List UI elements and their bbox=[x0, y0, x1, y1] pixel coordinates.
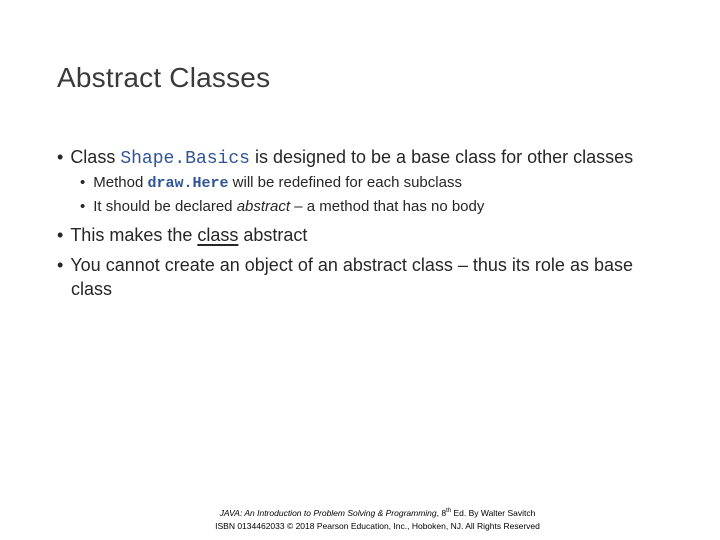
bullet-text-suffix: abstract bbox=[238, 225, 308, 245]
subbullet-text-suffix: will be redefined for each subclass bbox=[228, 174, 462, 191]
book-title: JAVA: An Introduction to Problem Solving & Programming bbox=[219, 507, 437, 518]
bullet-dot: • bbox=[57, 225, 64, 245]
code-shape-basics: Shape.Basics bbox=[120, 149, 250, 169]
subbullet-draw-here bbox=[80, 174, 462, 192]
bullet-dot: • bbox=[57, 255, 64, 275]
bullet-class-abstract bbox=[57, 225, 307, 246]
slide-title: Abstract Classes bbox=[57, 62, 271, 93]
bullet-dot: • bbox=[80, 198, 86, 215]
underlined-class: class bbox=[197, 225, 239, 245]
bullet-shape-basics bbox=[57, 147, 633, 169]
code-draw-here: draw.Here bbox=[147, 175, 229, 192]
footer-line-1 bbox=[0, 505, 720, 520]
footer-line-2: ISBN 0134462033 © 2018 Pearson Education, Inc., Hoboken, NJ. All Rights Reserved bbox=[215, 520, 540, 531]
edition-prefix: , 8 bbox=[436, 507, 447, 518]
subbullet-text-prefix: Method bbox=[93, 174, 148, 191]
bullet-continuation: class bbox=[71, 279, 113, 299]
italic-abstract: abstract bbox=[236, 198, 291, 215]
subbullet-text-prefix: It should be declared bbox=[93, 198, 237, 215]
footer-citation bbox=[0, 505, 720, 533]
bullet-text-prefix: Class bbox=[70, 147, 121, 167]
bullet-text-prefix: This makes the bbox=[70, 225, 198, 245]
bullet-cannot-create bbox=[57, 255, 633, 276]
subbullet-abstract bbox=[80, 198, 484, 215]
edition-sup: th bbox=[446, 508, 452, 514]
bullet-text: You cannot create an object of an abstract class – thus its role as base bbox=[70, 255, 633, 275]
bullet-dot: • bbox=[80, 174, 86, 191]
bullet-dot: • bbox=[57, 147, 64, 167]
subbullet-text-suffix: – a method that has no body bbox=[290, 198, 485, 215]
bullet-text-suffix: is designed to be a base class for other classes bbox=[249, 147, 634, 167]
author-text: Ed. By Walter Savitch bbox=[451, 507, 536, 518]
